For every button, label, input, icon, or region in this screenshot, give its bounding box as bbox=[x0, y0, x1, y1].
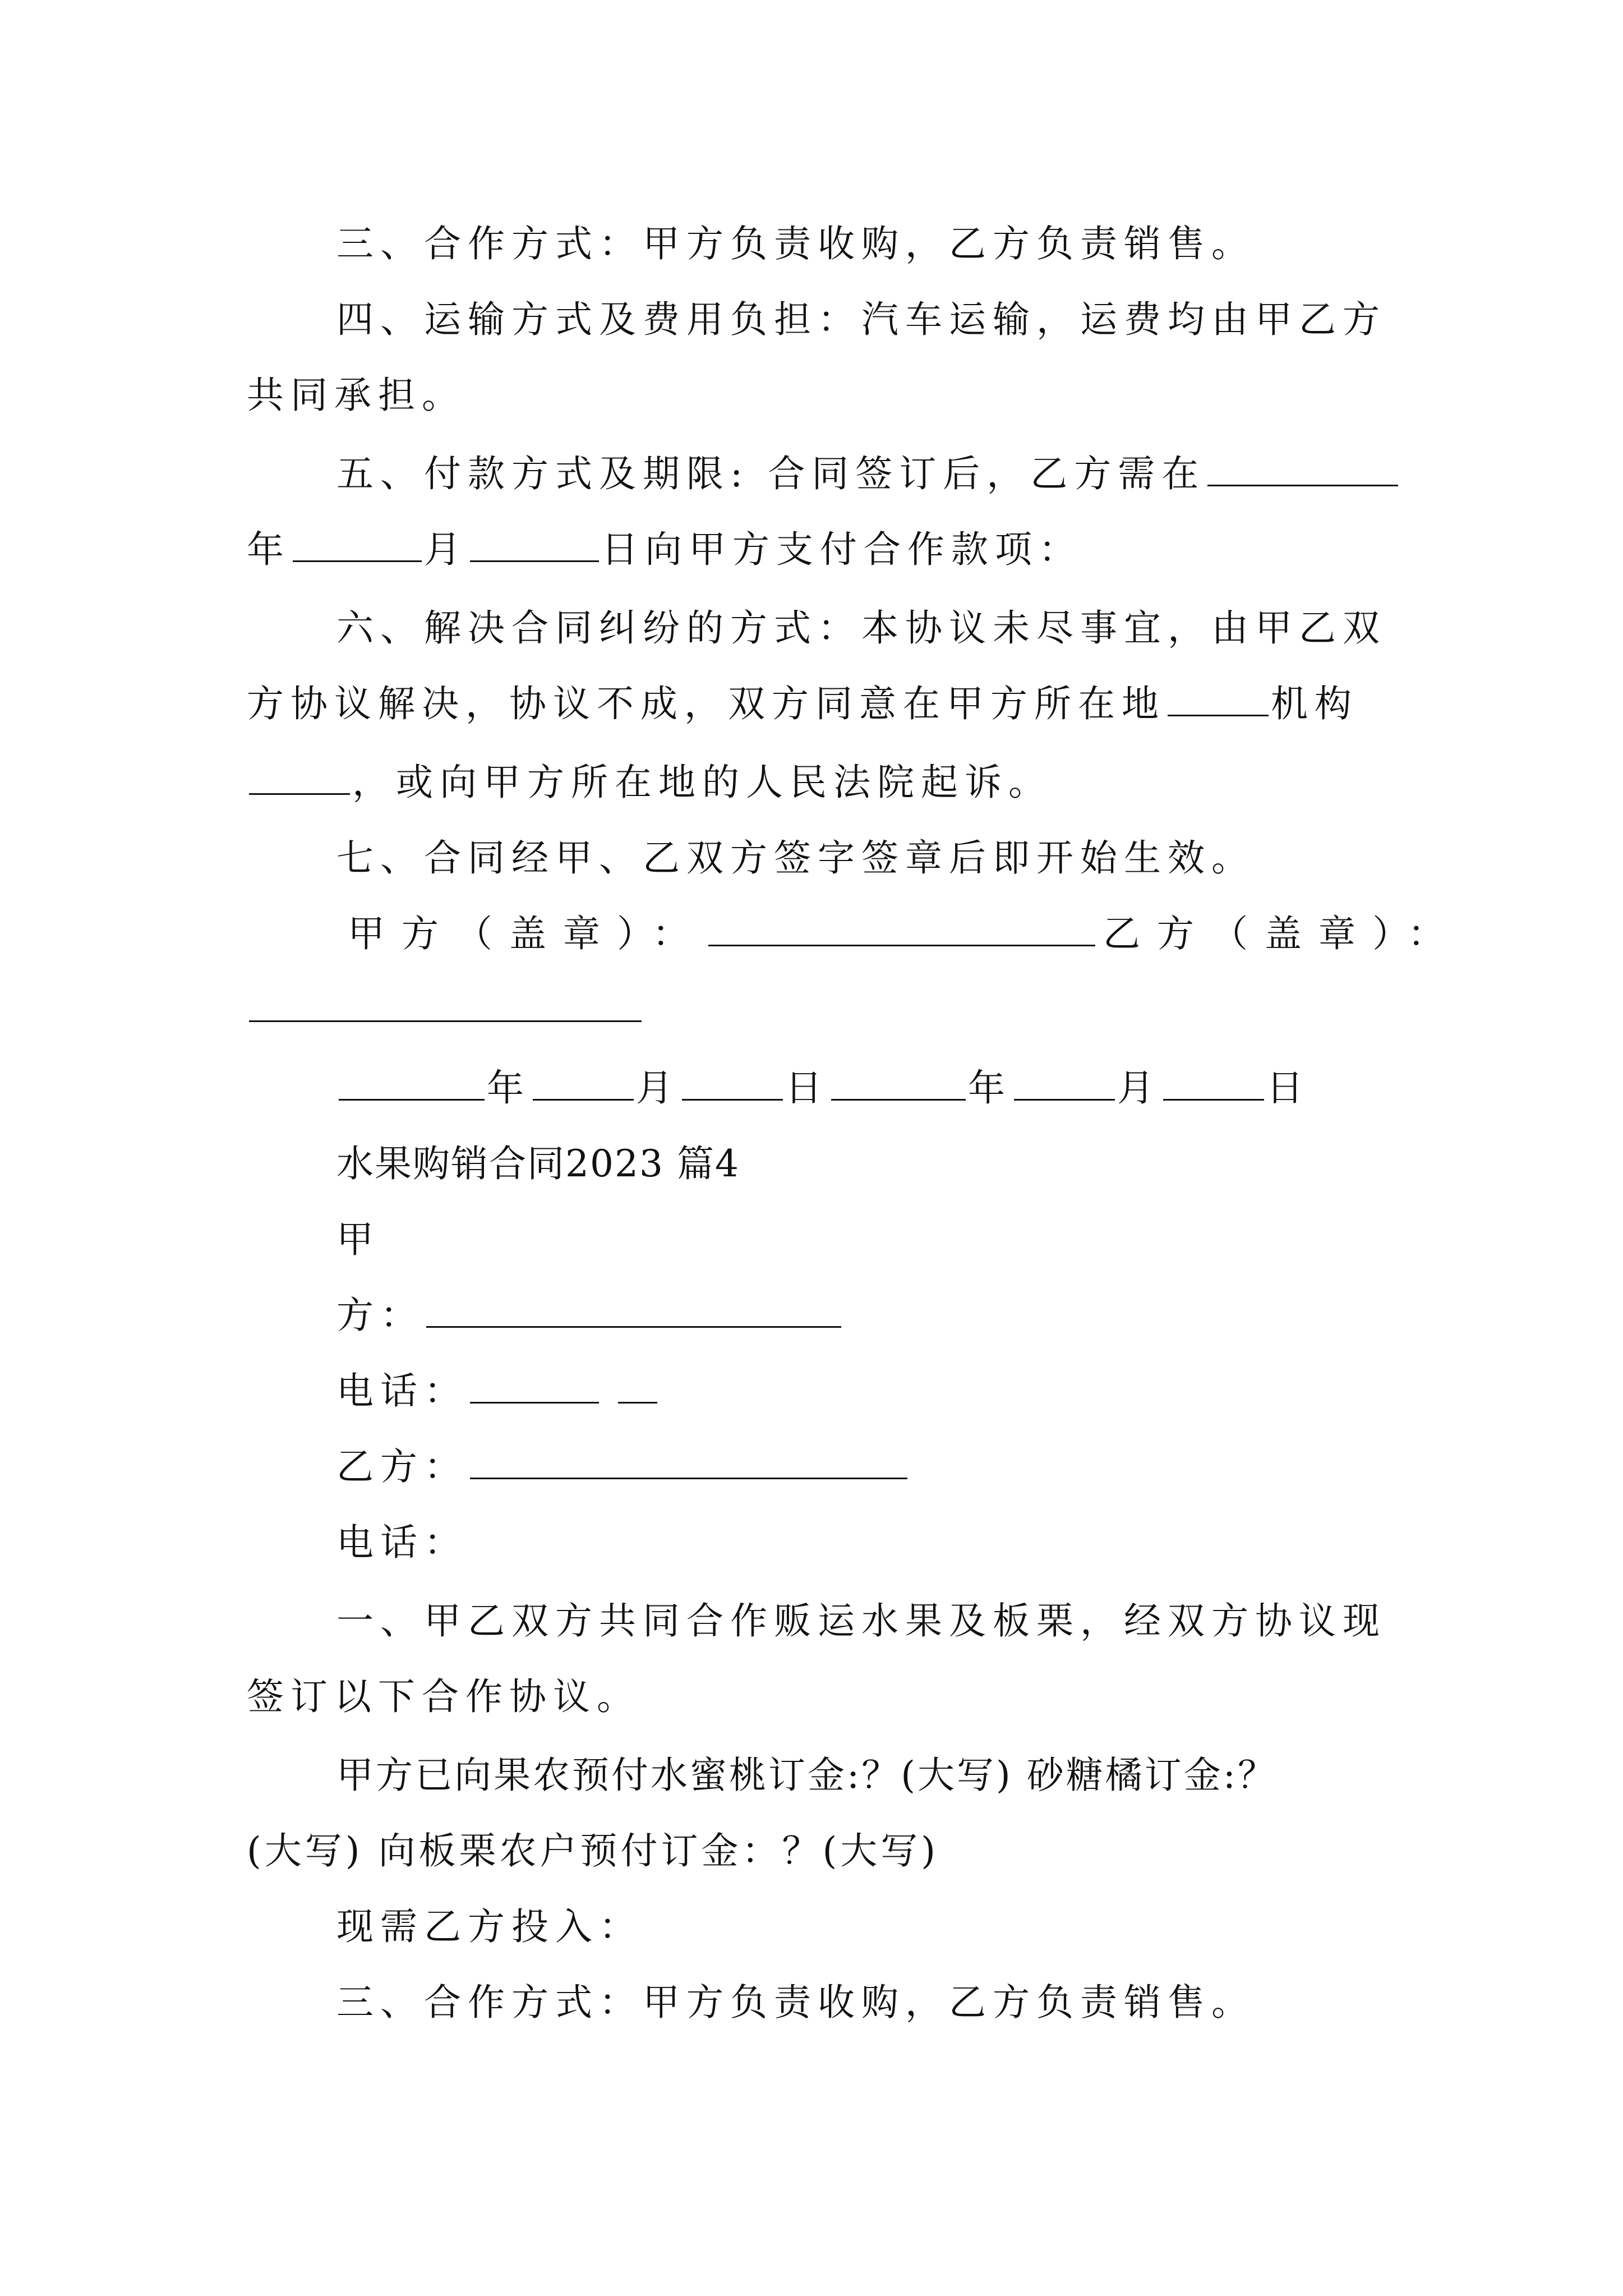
month-label: 月 bbox=[424, 528, 468, 571]
party-b-label: 乙方： bbox=[336, 1445, 468, 1488]
blank-line bbox=[339, 1065, 485, 1101]
clause-transport-line1: 四、运输方式及费用负担：汽车运输，运费均由甲乙方 bbox=[336, 298, 1386, 341]
investment-line: 现需乙方投入： bbox=[336, 1905, 643, 1948]
phone-label: 电话： bbox=[336, 1369, 468, 1412]
month-label: 月 bbox=[1117, 1066, 1161, 1110]
blank-line bbox=[249, 987, 642, 1022]
party-b-line bbox=[336, 1439, 1385, 1495]
clause-payment-line1 bbox=[336, 446, 1385, 502]
phone-a-line bbox=[336, 1363, 1385, 1419]
clause-payment-text: 五、付款方式及期限: 合同签订后，乙方需在 bbox=[336, 452, 1206, 495]
month-label: 月 bbox=[636, 1066, 680, 1110]
year-label: 年 bbox=[968, 1066, 1012, 1110]
item3-line: 三、合作方式：甲方负责收购，乙方负责销售。 bbox=[336, 1981, 1255, 2024]
clause-payment-rest: 日向甲方支付合作款项： bbox=[601, 528, 1082, 571]
clause-dispute-org: 机构 bbox=[1271, 682, 1358, 725]
blank-line bbox=[708, 911, 1095, 946]
year-label: 年 bbox=[247, 528, 291, 571]
deposit-line1: 甲方已向果农预付水蜜桃订金:？(大写) 砂糖橘订金:？ bbox=[336, 1754, 1277, 1797]
signature-line bbox=[348, 906, 1461, 962]
blank-line bbox=[470, 1444, 907, 1479]
day-label: 日 bbox=[785, 1066, 829, 1110]
clause-dispute-text: 方协议解决，协议不成，双方同意在甲方所在地 bbox=[247, 682, 1165, 725]
blank-line bbox=[249, 760, 350, 795]
item1-line2: 签订以下合作协议。 bbox=[247, 1675, 640, 1718]
year-label: 年 bbox=[487, 1066, 531, 1110]
section-title: 水果购销合同2023 篇4 bbox=[336, 1142, 740, 1185]
blank-line bbox=[293, 527, 422, 562]
clause-dispute-end: ，或向甲方所在地的人民法院起诉。 bbox=[352, 761, 1052, 804]
blank-line bbox=[1207, 451, 1398, 486]
clause-dispute-line3 bbox=[247, 754, 1385, 811]
clause-payment-line2 bbox=[247, 522, 1385, 578]
blank-line bbox=[470, 527, 599, 562]
clause-dispute-line1: 六、解决合同纠纷的方式：本协议未尽事宜，由甲乙双 bbox=[336, 606, 1386, 650]
signature-blank-line bbox=[247, 982, 1385, 1038]
party-a-seal-label: 甲方（盖章）： bbox=[348, 912, 706, 955]
party-a-char: 甲 bbox=[336, 1218, 380, 1261]
date-line bbox=[336, 1060, 1385, 1116]
party-a-line bbox=[336, 1287, 1385, 1343]
party-b-seal-label: 乙方（盖章）： bbox=[1103, 912, 1461, 955]
clause-dispute-line2 bbox=[247, 676, 1385, 732]
blank-line bbox=[470, 1368, 599, 1404]
clause-cooperation: 三、合作方式：甲方负责收购，乙方负责销售。 bbox=[336, 222, 1255, 265]
item1-line1: 一、甲乙双方共同合作贩运水果及板栗，经双方协议现 bbox=[336, 1599, 1386, 1642]
blank-line bbox=[618, 1368, 657, 1404]
day-label: 日 bbox=[1266, 1066, 1310, 1110]
blank-line bbox=[682, 1065, 783, 1101]
phone-b-line: 电话： bbox=[336, 1521, 468, 1564]
blank-line bbox=[533, 1065, 634, 1101]
clause-transport-line2: 共同承担。 bbox=[247, 374, 465, 417]
blank-line bbox=[426, 1292, 841, 1328]
blank-line bbox=[1014, 1065, 1115, 1101]
blank-line bbox=[1163, 1065, 1264, 1101]
blank-line bbox=[1168, 681, 1269, 716]
party-a-label: 方： bbox=[336, 1294, 424, 1337]
deposit-line2: (大写) 向板栗农户预付订金：？(大写) bbox=[247, 1829, 939, 1872]
blank-line bbox=[831, 1065, 966, 1101]
clause-effective: 七、合同经甲、乙双方签字签章后即开始生效。 bbox=[336, 836, 1255, 880]
